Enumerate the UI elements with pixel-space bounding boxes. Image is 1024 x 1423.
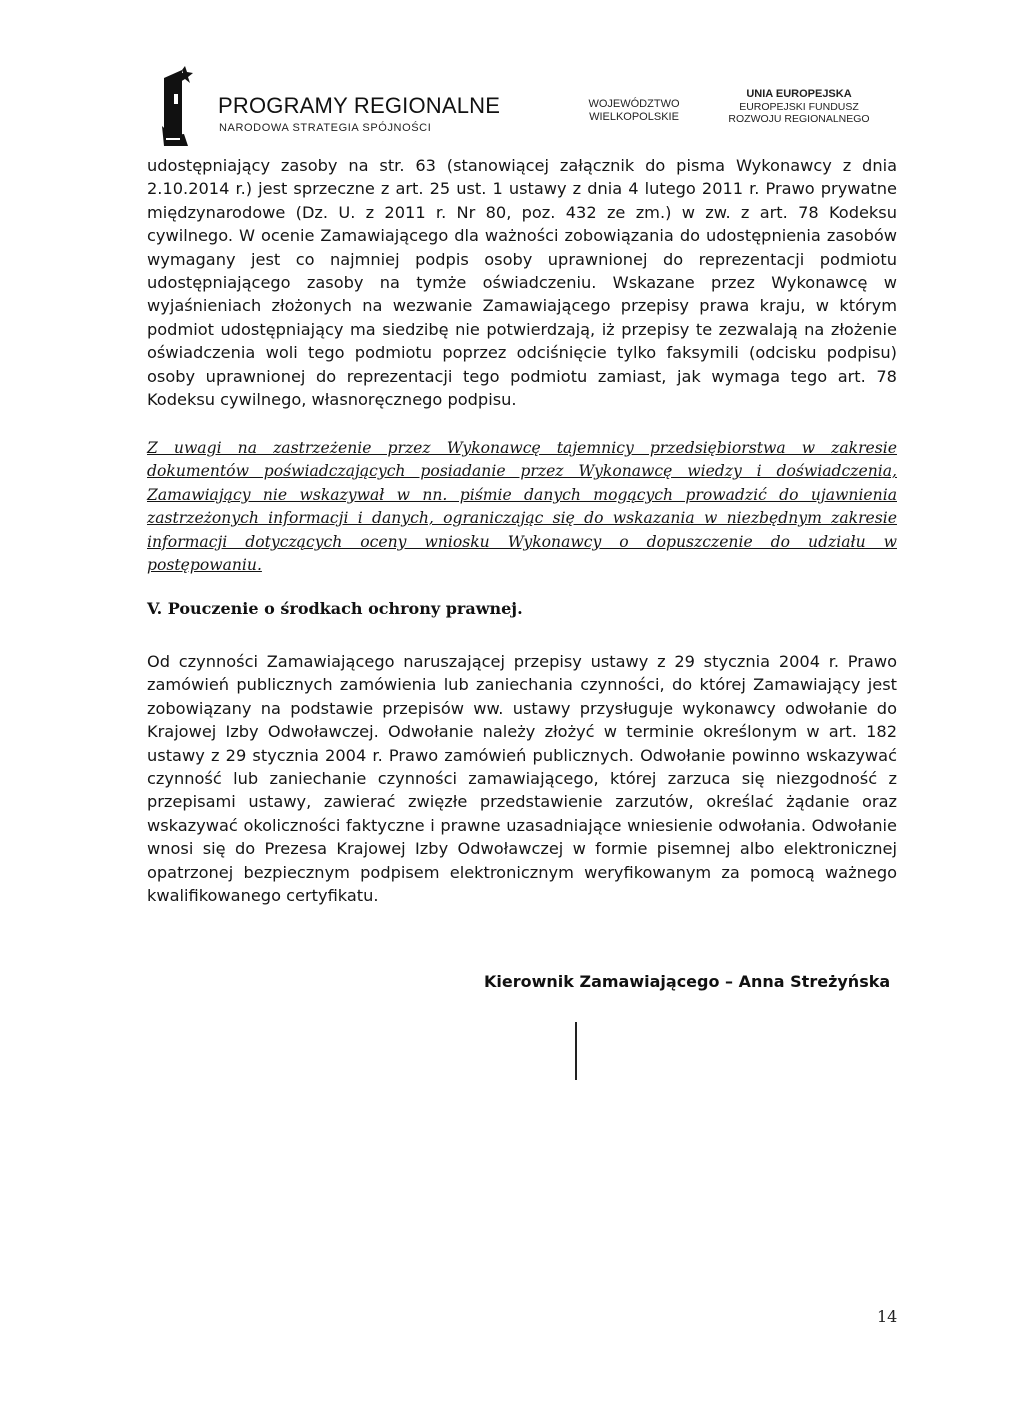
- eu-line2: EUROPEJSKI FUNDUSZ: [739, 100, 859, 113]
- voivodeship-line2: WIELKOPOLSKIE: [589, 111, 679, 123]
- eu-line3: ROZWOJU REGIONALNEGO: [728, 113, 870, 125]
- signature-line: Kierownik Zamawiającego – Anna Streżyńska: [484, 972, 891, 991]
- paragraph-trade-secret: Z uwagi na zastrzeżenie przez Wykonawcę tajemnicy przedsiębiorstwa w zakresie dokumentów poświadczających posiadanie przez Wykonawcę wiedzy i doświadczenia, Zamawiający nie wskazywał w nn. piśmie danych mogących prowadzić do ujawnienia zastrzeżonych informacji i danych, ograniczając się do wskazania w niezbędnym zakresie informacji dotyczących oceny wniosku Wykonawcy o dopuszczenie do udziału w postępowaniu.: [147, 439, 897, 575]
- eu-fund-label: [714, 88, 884, 126]
- programy-regionalne-logo-icon: [160, 64, 200, 148]
- eu-line1: UNIA EUROPEJSKA: [746, 88, 852, 100]
- program-subtitle: NARODOWA STRATEGIA SPÓJNOŚCI: [219, 122, 432, 134]
- voivodeship-line1: WOJEWÓDZTWO: [588, 98, 680, 110]
- section-heading-legal-remedies: V. Pouczenie o środkach ochrony prawnej.: [147, 599, 523, 618]
- page-header: [0, 0, 1024, 150]
- paragraph-appeal-instructions: Od czynności Zamawiającego naruszającej przepisy ustawy z 29 stycznia 2004 r. Prawo zamówień publicznych zamówienia lub zaniechania czynności, do której Zamawiający jest zobowiązany na podstawie przepisów ww. ustawy przysługuje wykonawcy odwołanie do Krajowej Izby Odwoławczej. Odwołanie należy złożyć w terminie określonym w art. 182 ustawy z 29 stycznia 2004 r. Prawo zamówień publicznych. Odwołanie powinno wskazywać czynność lub zaniechanie czynności zamawiającego, której zarzuca się niezgodność z przepisami ustawy, zawierać zwięzłe przedstawienie zarzutów, określać żądanie oraz wskazywać okoliczności faktyczne i prawne uzasadniające wniesienie odwołania. Odwołanie wnosi się do Prezesa Krajowej Izby Odwoławczej w formie pisemnej albo elektronicznej opatrzonej bezpiecznym podpisem elektronicznym weryfikowanym za pomocą ważnego kwalifikowanego certyfikatu.: [147, 652, 897, 906]
- program-title: PROGRAMY REGIONALNE: [218, 93, 501, 118]
- page-number: 14: [877, 1307, 898, 1326]
- voivodeship-label: [584, 98, 684, 124]
- handwritten-signature-mark: [575, 1022, 577, 1080]
- paragraph-signature-validity: udostępniający zasoby na str. 63 (stanowiącej załącznik do pisma Wykonawcy z dnia 2.10.2014 r.) jest sprzeczne z art. 25 ust. 1 ustawy z dnia 4 lutego 2011 r. Prawo prywatne międzynarodowe (Dz. U. z 2011 r. Nr 80, poz. 432 ze zm.) w zw. z art. 78 Kodeksu cywilnego. W ocenie Zamawiającego dla ważności zobowiązania do udostępnienia zasobów wymagany jest co najmniej podpis osoby uprawnionej do reprezentacji podmiotu udostępniającego zasoby na tymże oświadczeniu. Wskazane przez Wykonawcę w wyjaśnieniach złożonych na wezwanie Zamawiającego przepisy prawa kraju, w którym podmiot udostępniający ma siedzibę nie potwierdzają, iż przepisy te zezwalają na złożenie oświadczenia woli tego podmiotu poprzez odciśnięcie tylko faksymili (odcisku podpisu) osoby uprawnionej do reprezentacji tego podmiotu zamiast, jak wymaga tego art. 78 Kodeksu cywilnego, własnoręcznego podpisu.: [147, 156, 897, 410]
